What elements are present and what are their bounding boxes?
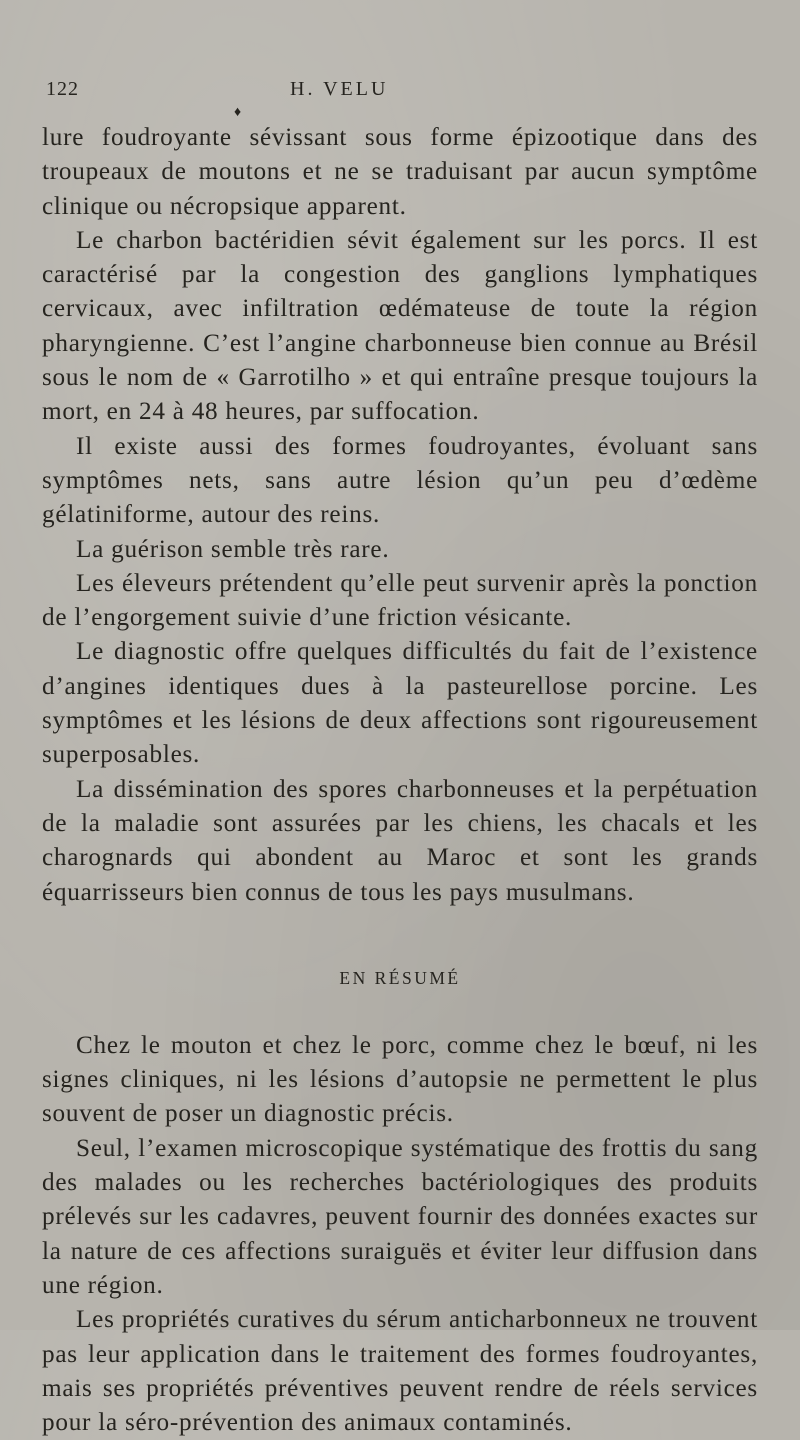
page-number: 122 <box>46 78 79 100</box>
paragraph: Les propriétés curatives du sérum anticharbonneux ne trouvent pas leur application dans le traitement des formes foudroyantes, mais ses propriétés préventives peuvent rendre de réels services pour la séro-prévention des animaux contaminés. <box>42 1306 758 1437</box>
author-name: H. VELU <box>290 78 389 100</box>
paragraph: Le diagnostic offre quelques difficultés du fait de l’existence d’angines identiques dues à la pasteurellose porcine. Les symptômes et les lésions de deux affections sont rigoureusement superposables. <box>42 638 758 769</box>
body-text-top <box>42 121 758 910</box>
running-head <box>42 78 758 120</box>
paragraph: Chez le mouton et chez le porc, comme chez le bœuf, ni les signes cliniques, ni les lésions d’autopsie ne permettent le plus souvent de poser un diagnostic précis. <box>42 1031 758 1128</box>
paragraph: Les éleveurs prétendent qu’elle peut survenir après la ponction de l’engorgement suivie d’une friction vésicante. <box>42 569 758 632</box>
diamond-ornament-icon: ♦ <box>234 105 243 120</box>
paragraph: Il existe aussi des formes foudroyantes, évoluant sans symptômes nets, sans autre lésion qu’un peu d’œdème gélatiniforme, autour des reins. <box>42 432 758 529</box>
paragraph: La dissémination des spores charbonneuses et la perpétuation de la maladie sont assurées par les chiens, les chacals et les charognards qui abondent au Maroc et sont les grands équarrisseurs bien connus de tous les pays musulmans. <box>42 775 758 906</box>
paragraph: La guérison semble très rare. <box>76 535 390 563</box>
section-heading: EN RÉSUMÉ <box>339 967 461 988</box>
paragraph: Seul, l’examen microscopique systématique des frottis du sang des malades ou les recherches bactériologiques des produits prélevés sur les cadavres, peuvent fournir des données exactes sur la nature de ces affections suraiguës et éviter leur diffusion dans une région. <box>42 1134 758 1299</box>
body-text-bottom <box>42 1029 758 1440</box>
paragraph-continued: lure foudroyante sévissant sous forme épizootique dans des troupeaux de moutons et ne se traduisant par aucun symptôme clinique ou nécropsique apparent. <box>42 124 758 220</box>
paragraph: Le charbon bactéridien sévit également sur les porcs. Il est caractérisé par la congestion des ganglions lymphatiques cervicaux, avec infiltration œdémateuse de toute la région pharyngienne. C’est l’angine charbonneuse bien connue au Brésil sous le nom de « Garrotilho » et qui entraîne presque toujours la mort, en 24 à 48 heures, par suffocation. <box>42 226 758 426</box>
book-page <box>42 78 758 1440</box>
